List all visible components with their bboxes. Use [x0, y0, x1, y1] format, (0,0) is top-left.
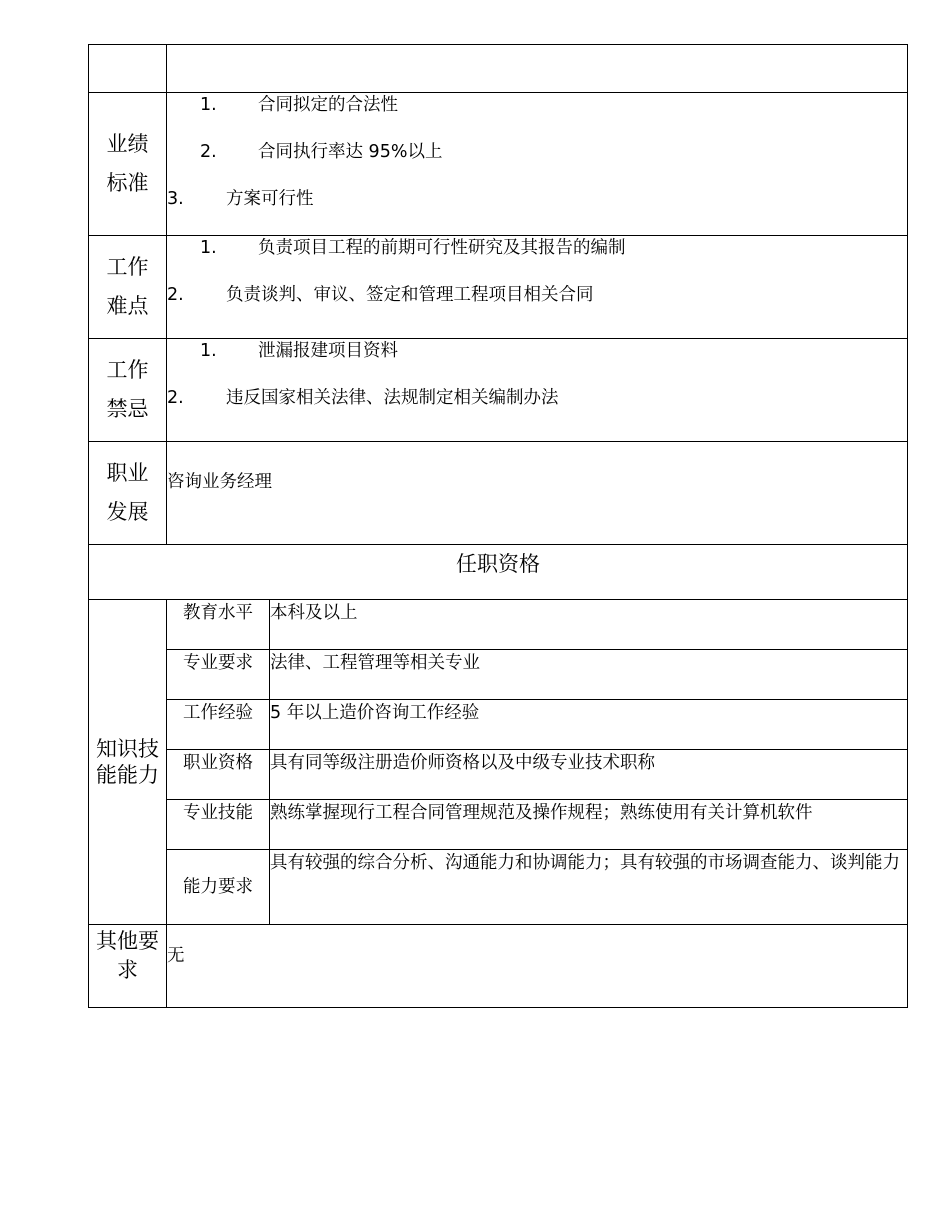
education-value: 本科及以上 [270, 600, 908, 650]
performance-item: 2. 合同执行率达 95%以上 [200, 142, 443, 162]
major-label: 专业要求 [167, 650, 270, 700]
other-value: 无 [167, 925, 908, 1008]
performance-row [89, 93, 908, 236]
qualification-row [89, 600, 908, 650]
job-description-table [88, 44, 908, 1008]
taboo-row [89, 339, 908, 442]
skills-value: 熟练掌握现行工程合同管理规范及操作规程；熟练使用有关计算机软件 [270, 800, 908, 850]
knowledge-label: 知识技能能力 [89, 600, 167, 925]
qualification-row [89, 800, 908, 850]
qualification-row [89, 750, 908, 800]
performance-content [167, 93, 908, 236]
difficulty-content [167, 236, 908, 339]
performance-item: 3. 方案可行性 [167, 189, 314, 209]
qualification-row [89, 650, 908, 700]
taboo-item: 2. 违反国家相关法律、法规制定相关编制办法 [167, 388, 559, 408]
certification-value: 具有同等级注册造价师资格以及中级专业技术职称 [270, 750, 908, 800]
ability-label: 能力要求 [167, 850, 270, 925]
education-label: 教育水平 [167, 600, 270, 650]
other-label: 其他要求 [89, 925, 167, 1008]
performance-item: 1. 合同拟定的合法性 [200, 95, 398, 115]
taboo-content [167, 339, 908, 442]
difficulty-item: 2. 负责谈判、审议、签定和管理工程项目相关合同 [167, 285, 594, 305]
experience-value: 5 年以上造价咨询工作经验 [270, 700, 908, 750]
empty-top-row [89, 45, 908, 93]
skills-label: 专业技能 [167, 800, 270, 850]
qualification-row [89, 700, 908, 750]
career-row [89, 442, 908, 545]
ability-value: 具有较强的综合分析、沟通能力和协调能力；具有较强的市场调查能力、谈判能力 [270, 850, 908, 925]
taboo-label: 工作禁忌 [89, 339, 167, 442]
qualification-header-row [89, 545, 908, 600]
qualification-title: 任职资格 [89, 545, 908, 600]
qualification-row [89, 850, 908, 925]
other-row [89, 925, 908, 1008]
performance-label: 业绩标准 [89, 93, 167, 236]
difficulty-row [89, 236, 908, 339]
career-value: 咨询业务经理 [167, 442, 908, 545]
empty-label-cell [89, 45, 167, 93]
experience-label: 工作经验 [167, 700, 270, 750]
certification-label: 职业资格 [167, 750, 270, 800]
empty-value-cell [167, 45, 908, 93]
difficulty-item: 1. 负责项目工程的前期可行性研究及其报告的编制 [200, 238, 626, 258]
taboo-item: 1. 泄漏报建项目资料 [200, 341, 398, 361]
career-label: 职业发展 [89, 442, 167, 545]
major-value: 法律、工程管理等相关专业 [270, 650, 908, 700]
difficulty-label: 工作难点 [89, 236, 167, 339]
